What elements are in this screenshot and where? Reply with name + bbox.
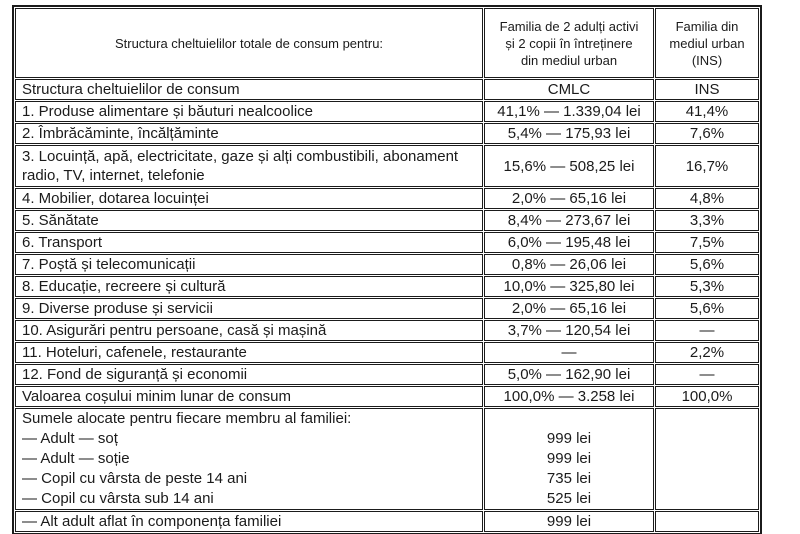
total-label-cell: Valoarea coșului minim lunar de consum [15, 386, 483, 407]
table-header-row [15, 8, 759, 78]
table-row [15, 101, 759, 122]
members-empty-cell [655, 408, 759, 510]
table-row [15, 123, 759, 144]
table-row [15, 254, 759, 275]
row-cmlc-cell: 0,8% — 26,06 lei [484, 254, 654, 275]
row-ins-cell: 41,4% [655, 101, 759, 122]
members-block-row [15, 408, 759, 510]
row-label-cell: 4. Mobilier, dotarea locuinței [15, 188, 483, 209]
total-row [15, 386, 759, 407]
header-family-ins-line1: Familia din [675, 18, 739, 34]
subheader-label-cell: Structura cheltuielilor de consum [15, 79, 483, 100]
row-ins-cell: 4,8% [655, 188, 759, 209]
row-cmlc-cell: 2,0% — 65,16 lei [484, 298, 654, 319]
member-value-spacer [487, 409, 651, 429]
row-label-cell: 7. Poștă și telecomunicații [15, 254, 483, 275]
table-row [15, 298, 759, 319]
footer-row [15, 511, 759, 532]
member-label: — Copil cu vârsta de peste 14 ani [22, 470, 248, 487]
row-ins-cell: — [655, 364, 759, 385]
table-row [15, 276, 759, 297]
header-family-cmlc-line3: din mediul urban [520, 52, 618, 68]
table-row [15, 210, 759, 231]
header-family-ins-line2: mediul urban [669, 35, 745, 51]
row-cmlc-cell: 15,6% — 508,25 lei [484, 145, 654, 187]
row-cmlc-cell: 10,0% — 325,80 lei [484, 276, 654, 297]
row-ins-cell: 2,2% [655, 342, 759, 363]
header-structure-cell: Structura cheltuielilor totale de consum pentru: [15, 8, 483, 78]
member-value: 999 lei [546, 430, 592, 447]
subheader-ins-cell: INS [655, 79, 759, 100]
row-ins-cell: 5,3% [655, 276, 759, 297]
table-row [15, 320, 759, 341]
row-ins-cell: 3,3% [655, 210, 759, 231]
expenditure-table [12, 5, 762, 534]
row-label-cell: 12. Fond de siguranță și economii [15, 364, 483, 385]
member-label: — Adult — soț [22, 430, 118, 447]
row-ins-cell: — [655, 320, 759, 341]
row-ins-cell: 5,6% [655, 254, 759, 275]
header-family-cmlc-line2: și 2 copii în întreținere [505, 35, 633, 51]
footer-label-cell: — Alt adult aflat în componența familiei [15, 511, 483, 532]
member-label: — Adult — soție [22, 450, 130, 467]
row-label-cell: 11. Hoteluri, cafenele, restaurante [15, 342, 483, 363]
table-row [15, 342, 759, 363]
row-cmlc-cell: 6,0% — 195,48 lei [484, 232, 654, 253]
row-label-cell: 8. Educație, recreere și cultură [15, 276, 483, 297]
total-ins-cell: 100,0% [655, 386, 759, 407]
row-ins-cell: 7,5% [655, 232, 759, 253]
row-label-cell: 2. Îmbrăcăminte, încălțăminte [15, 123, 483, 144]
row-label-cell: 6. Transport [15, 232, 483, 253]
member-value: 735 lei [546, 470, 592, 487]
row-ins-cell: 16,7% [655, 145, 759, 187]
subheader-cmlc-cell: CMLC [484, 79, 654, 100]
row-cmlc-cell: — [484, 342, 654, 363]
member-value: 525 lei [546, 490, 592, 507]
row-cmlc-cell: 8,4% — 273,67 lei [484, 210, 654, 231]
row-label-cell: 5. Sănătate [15, 210, 483, 231]
footer-value-cell: 999 lei [484, 511, 654, 532]
row-label-cell: 9. Diverse produse și servicii [15, 298, 483, 319]
member-label: — Copil cu vârsta sub 14 ani [22, 490, 214, 507]
table-row [15, 364, 759, 385]
row-label-cell: 10. Asigurări pentru persoane, casă și mașină [15, 320, 483, 341]
row-cmlc-cell: 41,1% — 1.339,04 lei [484, 101, 654, 122]
header-family-ins-cell [655, 8, 759, 78]
header-family-cmlc-cell [484, 8, 654, 78]
members-values-cell [484, 408, 654, 510]
header-family-cmlc-line1: Familia de 2 adulți activi [499, 18, 639, 34]
row-label-cell: 1. Produse alimentare și băuturi nealcoolice [15, 101, 483, 122]
table-row [15, 232, 759, 253]
table-row [15, 188, 759, 209]
row-ins-cell: 7,6% [655, 123, 759, 144]
row-cmlc-cell: 3,7% — 120,54 lei [484, 320, 654, 341]
row-label-cell: 3. Locuință, apă, electricitate, gaze și alți combustibili, abonament radio, TV, internet, telefonie [15, 145, 483, 187]
table-subheader-row [15, 79, 759, 100]
member-value: 999 lei [546, 450, 592, 467]
row-cmlc-cell: 5,0% — 162,90 lei [484, 364, 654, 385]
footer-empty-cell [655, 511, 759, 532]
row-cmlc-cell: 2,0% — 65,16 lei [484, 188, 654, 209]
members-labels-cell [15, 408, 483, 510]
row-ins-cell: 5,6% [655, 298, 759, 319]
header-family-ins-line3: (INS) [691, 52, 723, 68]
row-cmlc-cell: 5,4% — 175,93 lei [484, 123, 654, 144]
members-title: Sumele alocate pentru fiecare membru al familiei: [22, 410, 352, 427]
table-row [15, 145, 759, 187]
total-cmlc-cell: 100,0% — 3.258 lei [484, 386, 654, 407]
